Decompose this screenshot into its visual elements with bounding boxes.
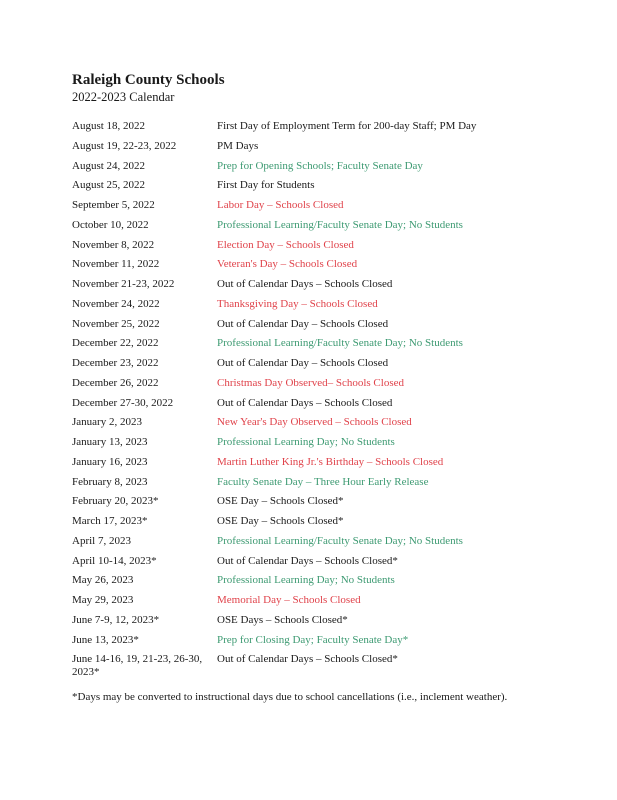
calendar-date: August 24, 2022: [72, 159, 146, 172]
calendar-row: [72, 179, 572, 192]
calendar-row: [72, 337, 572, 350]
calendar-event: Memorial Day – Schools Closed: [217, 594, 361, 606]
calendar-date: November 8, 2022: [72, 238, 155, 251]
calendar-date: November 11, 2022: [72, 258, 160, 271]
footnote: *Days may be converted to instructional days due to school cancellations (i.e., inclement weather).: [72, 691, 508, 704]
calendar-event: Professional Learning/Faculty Senate Day; No Students: [217, 337, 463, 350]
calendar-event: Labor Day – Schools Closed: [217, 199, 344, 211]
calendar-event: First Day of Employment Term for 200-day Staff; PM Day: [217, 120, 477, 132]
calendar-date: December 22, 2022: [72, 337, 159, 350]
calendar-list: [72, 120, 572, 679]
calendar-event: Thanksgiving Day – Schools Closed: [217, 297, 378, 310]
calendar-event: Professional Learning/Faculty Senate Day; No Students: [217, 534, 463, 547]
calendar-date: January 16, 2023: [72, 455, 148, 468]
calendar-row: [72, 476, 572, 489]
calendar-event: Out of Calendar Days – Schools Closed*: [217, 653, 398, 666]
calendar-row: [72, 160, 572, 173]
calendar-date: November 24, 2022: [72, 297, 160, 310]
calendar-date: December 23, 2022: [72, 357, 159, 369]
document-title: Raleigh County Schools: [72, 72, 225, 88]
calendar-row: [72, 436, 572, 449]
calendar-row: [72, 219, 572, 232]
calendar-event: Faculty Senate Day – Three Hour Early Release: [217, 475, 429, 488]
calendar-date: October 10, 2022: [72, 218, 149, 231]
calendar-date: August 25, 2022: [72, 179, 146, 192]
calendar-row: [72, 653, 572, 679]
calendar-row: [72, 574, 572, 587]
calendar-event: First Day for Students: [217, 179, 315, 192]
calendar-row: [72, 298, 572, 311]
calendar-row: [72, 614, 572, 627]
calendar-event: Out of Calendar Days – Schools Closed: [217, 396, 393, 409]
calendar-date: April 10-14, 2023*: [72, 554, 157, 567]
calendar-date: June 13, 2023*: [72, 633, 139, 646]
calendar-event: Out of Calendar Day – Schools Closed: [217, 357, 389, 369]
calendar-date: December 27-30, 2022: [72, 396, 174, 409]
calendar-event: PM Days: [217, 139, 259, 152]
document-subtitle: 2022-2023 Calendar: [72, 90, 175, 104]
calendar-row: [72, 318, 572, 331]
calendar-date: February 20, 2023*: [72, 495, 159, 508]
calendar-row: [72, 357, 572, 370]
calendar-event: Out of Calendar Days – Schools Closed: [217, 278, 393, 290]
calendar-event: Professional Learning Day; No Students: [217, 436, 395, 448]
calendar-date: November 25, 2022: [72, 317, 160, 330]
calendar-row: [72, 278, 572, 291]
calendar-date: May 26, 2023: [72, 574, 134, 587]
calendar-event: OSE Days – Schools Closed*: [217, 613, 348, 626]
calendar-row: [72, 634, 572, 647]
calendar-date: December 26, 2022: [72, 376, 159, 389]
calendar-row: [72, 140, 572, 153]
calendar-event: Prep for Closing Day; Faculty Senate Day*: [217, 633, 409, 646]
calendar-date: May 29, 2023: [72, 594, 134, 606]
calendar-document: [72, 72, 572, 704]
calendar-event: Professional Learning Day; No Students: [217, 574, 395, 587]
calendar-row: [72, 555, 572, 568]
calendar-date: June 14-16, 19, 21-23, 26-30, 2023*: [72, 653, 203, 679]
calendar-row: [72, 416, 572, 429]
calendar-row: [72, 199, 572, 212]
calendar-event: Christmas Day Observed– Schools Closed: [217, 376, 404, 389]
calendar-date: January 2, 2023: [72, 416, 142, 429]
calendar-row: [72, 239, 572, 252]
calendar-event: Out of Calendar Day – Schools Closed: [217, 317, 389, 330]
calendar-row: [72, 456, 572, 469]
calendar-date: August 18, 2022: [72, 120, 146, 132]
calendar-row: [72, 594, 572, 607]
calendar-event: Prep for Opening Schools; Faculty Senate Day: [217, 159, 423, 172]
calendar-date: November 21-23, 2022: [72, 278, 175, 290]
calendar-row: [72, 515, 572, 528]
calendar-row: [72, 535, 572, 548]
calendar-date: January 13, 2023: [72, 436, 148, 448]
calendar-date: March 17, 2023*: [72, 515, 148, 527]
calendar-date: September 5, 2022: [72, 199, 155, 211]
calendar-event: Veteran's Day – Schools Closed: [217, 258, 358, 271]
calendar-date: August 19, 22-23, 2022: [72, 139, 177, 152]
calendar-event: OSE Day – Schools Closed*: [217, 495, 344, 508]
calendar-row: [72, 397, 572, 410]
calendar-row: [72, 120, 572, 133]
calendar-row: [72, 258, 572, 271]
calendar-row: [72, 377, 572, 390]
calendar-event: Martin Luther King Jr.'s Birthday – Schools Closed: [217, 455, 444, 468]
calendar-date: June 7-9, 12, 2023*: [72, 613, 160, 626]
calendar-row: [72, 495, 572, 508]
calendar-date: February 8, 2023: [72, 475, 148, 488]
calendar-event: New Year's Day Observed – Schools Closed: [217, 416, 412, 429]
calendar-event: OSE Day – Schools Closed*: [217, 515, 344, 527]
calendar-event: Election Day – Schools Closed: [217, 238, 354, 251]
calendar-event: Professional Learning/Faculty Senate Day; No Students: [217, 218, 463, 231]
calendar-date: April 7, 2023: [72, 534, 131, 547]
calendar-event: Out of Calendar Days – Schools Closed*: [217, 554, 398, 567]
